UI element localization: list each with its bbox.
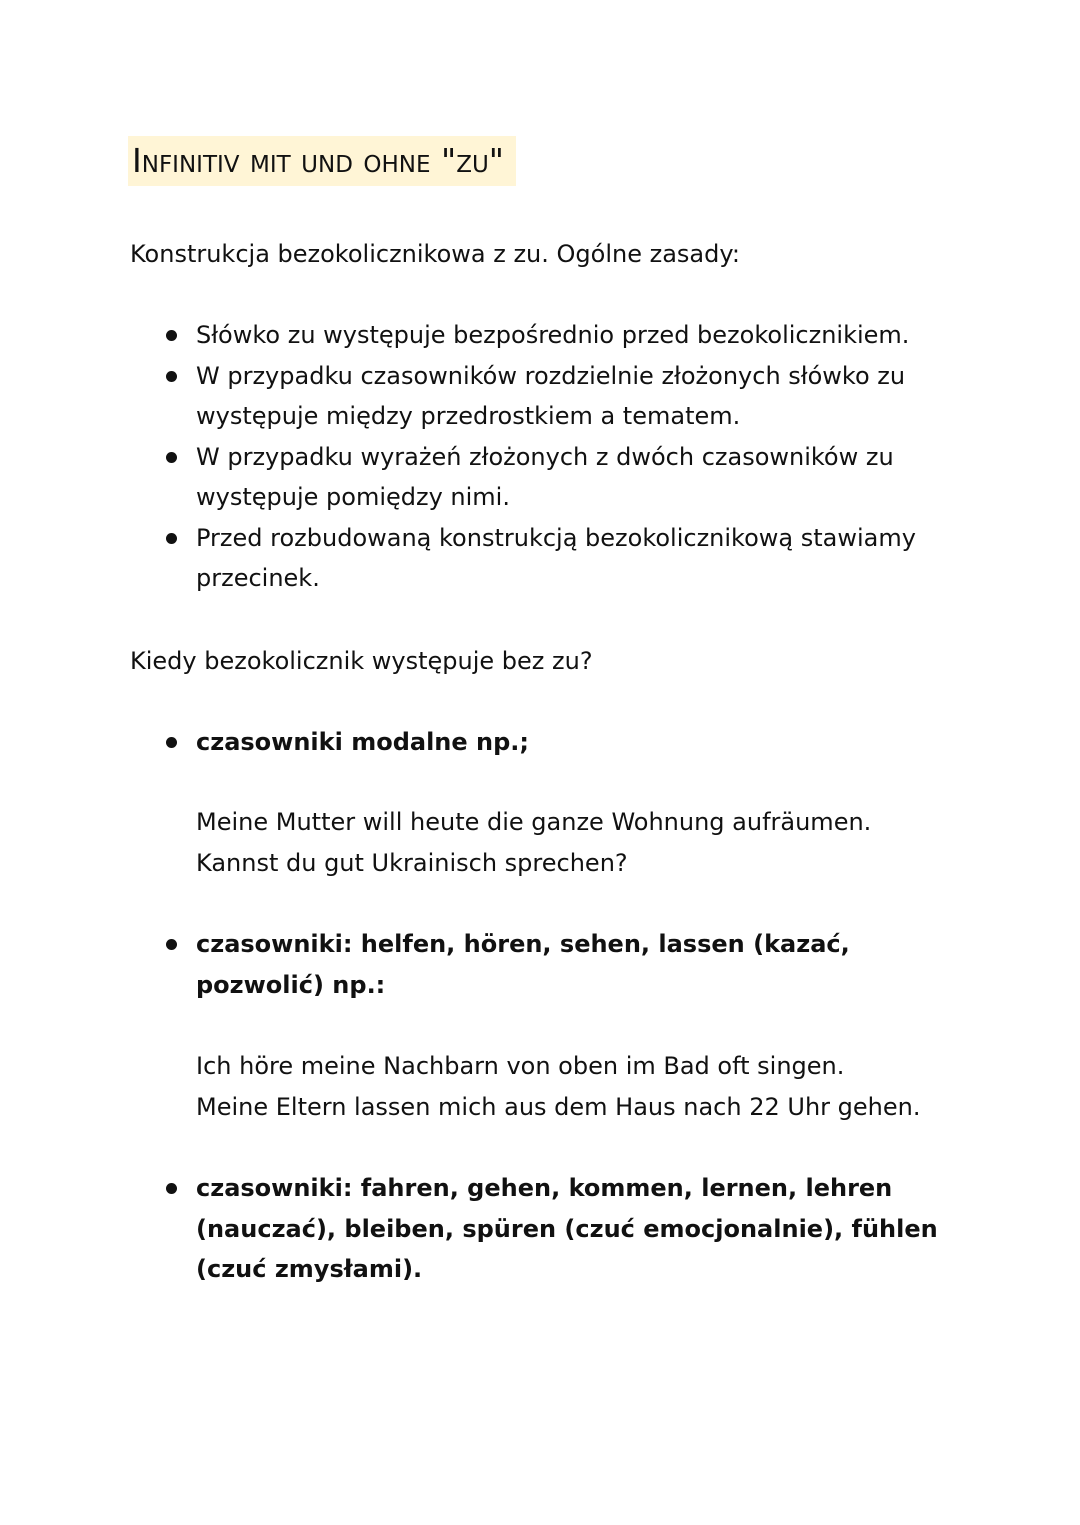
list-item [160,437,960,518]
intro-text: Konstrukcja bezokolicznikowa z zu. Ogólne zasady: [130,240,740,268]
section-heading: czasowniki: helfen, hören, sehen, lassen (kazać, pozwolić) np.: [196,930,850,999]
list-item [160,1168,950,1290]
rules-list [160,315,960,599]
list-item [160,356,960,437]
list-item [160,518,960,599]
bullet-icon [166,939,177,950]
rule-text: Przed rozbudowaną konstrukcją bezokolicznikową stawiamy przecinek. [196,523,916,592]
rule-text: Słówko zu występuje bezpośrednio przed bezokolicznikiem. [196,321,910,349]
bullet-icon [166,1183,177,1194]
bullet-icon [166,737,177,748]
bullet-icon [166,330,177,341]
section-list [160,722,960,763]
question-text: Kiedy bezokolicznik występuje bez zu? [130,647,593,675]
rule-text: W przypadku czasowników rozdzielnie złożonych słówko zu występuje między przedrostkiem a tematem. [196,361,906,430]
list-item [160,924,920,1005]
section-list [160,1168,950,1290]
section-heading: czasowniki modalne np.; [196,728,529,756]
bullet-icon [166,533,177,544]
page-title: Infinitiv mit und ohne "zu" [128,136,516,186]
bullet-icon [166,452,177,463]
list-item [160,315,960,356]
example-block [196,802,871,884]
example-sentence: Meine Eltern lassen mich aus dem Haus nach 22 Uhr gehen. [196,1093,921,1121]
example-sentence: Kannst du gut Ukrainisch sprechen? [196,849,628,877]
bullet-icon [166,371,177,382]
rule-text: W przypadku wyrażeń złożonych z dwóch czasowników zu występuje pomiędzy nimi. [196,442,894,511]
list-item [160,722,960,763]
example-block [196,1046,920,1128]
example-sentence: Meine Mutter will heute die ganze Wohnung aufräumen. [196,808,872,836]
section-list [160,924,920,1005]
example-sentence: Ich höre meine Nachbarn von oben im Bad oft singen. [196,1052,845,1080]
section-heading: czasowniki: fahren, gehen, kommen, lernen, lehren (nauczać), bleiben, spüren (czuć emocjonalnie), fühlen (czuć zmysłami). [196,1174,938,1283]
